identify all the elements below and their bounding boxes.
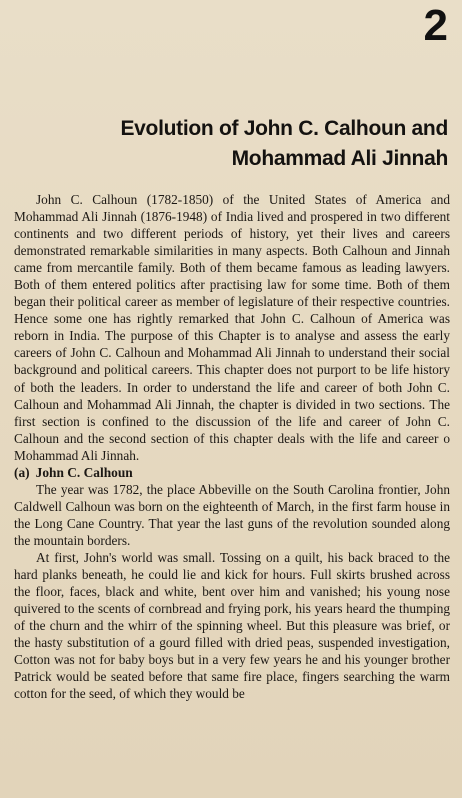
chapter-body bbox=[14, 191, 450, 702]
chapter-number: 2 bbox=[423, 1, 448, 50]
chapter-title-line-1: Evolution of John C. Calhoun and bbox=[120, 117, 448, 140]
section-paragraph-1: The year was 1782, the place Abbeville on the South Carolina frontier, John Caldwell Calhoun was born on the eighteenth of March, in the first farm house in the Long Cane Country. That year the last guns of the revolution sounded along the mountain borders. bbox=[14, 481, 450, 548]
section-marker: (a) bbox=[14, 464, 30, 480]
section-paragraph-2: At first, John's world was small. Tossing on a quilt, his back braced to the hard planks beneath, he could lie and kick for hours. Full skirts brushed across the floor, faces, black and white, bent over him and vanished; his young nose quivered to the scents of cornbread and frying pork, his years heard the thumping of the churn and the whirr of the spinning wheel. But this pleasure was brief, or the hasty substitution of a gourd filled with dried peas, suspended investigation, Cotton was not for baby boys but in a very few years he and his younger brother Patrick would be seated before that same fire place, fingers searching the warm cotton for the seed, of which they would be bbox=[14, 549, 450, 702]
chapter-title bbox=[28, 114, 448, 174]
intro-paragraph: John C. Calhoun (1782-1850) of the United States of America and Mohammad Ali Jinnah (1876-1948) of India lived and prospered in two different continents and two different periods of history, yet their lives and careers demonstrated remarkable similarities in many aspects. Both Calhoun and Jinnah came from mercantile family. Both of them became famous as leading lawyers. Both of them entered politics after practising law for some time. Both of them began their political career as member of legislature of their respective countries. Hence some one has rightly remarked that John C. Calhoun of America was reborn in India. The purpose of this Chapter is to analyse and assess the early careers of John C. Calhoun and Mohammad Ali Jinnah to understand their social background and political careers. This chapter does not purport to be life history of both the leaders. In order to understand the life and career of both John C. Calhoun and Mohammad Ali Jinnah, the chapter is divided in two sections. The first section is confined to the discussion of the life and career of John C. Calhoun and the second section of this chapter deals with the life and career o Mohammad Ali Jinnah. bbox=[14, 192, 450, 463]
section-heading-text: John C. Calhoun bbox=[35, 464, 133, 480]
chapter-title-line-2: Mohammad Ali Jinnah bbox=[231, 147, 448, 170]
section-heading bbox=[14, 464, 450, 481]
